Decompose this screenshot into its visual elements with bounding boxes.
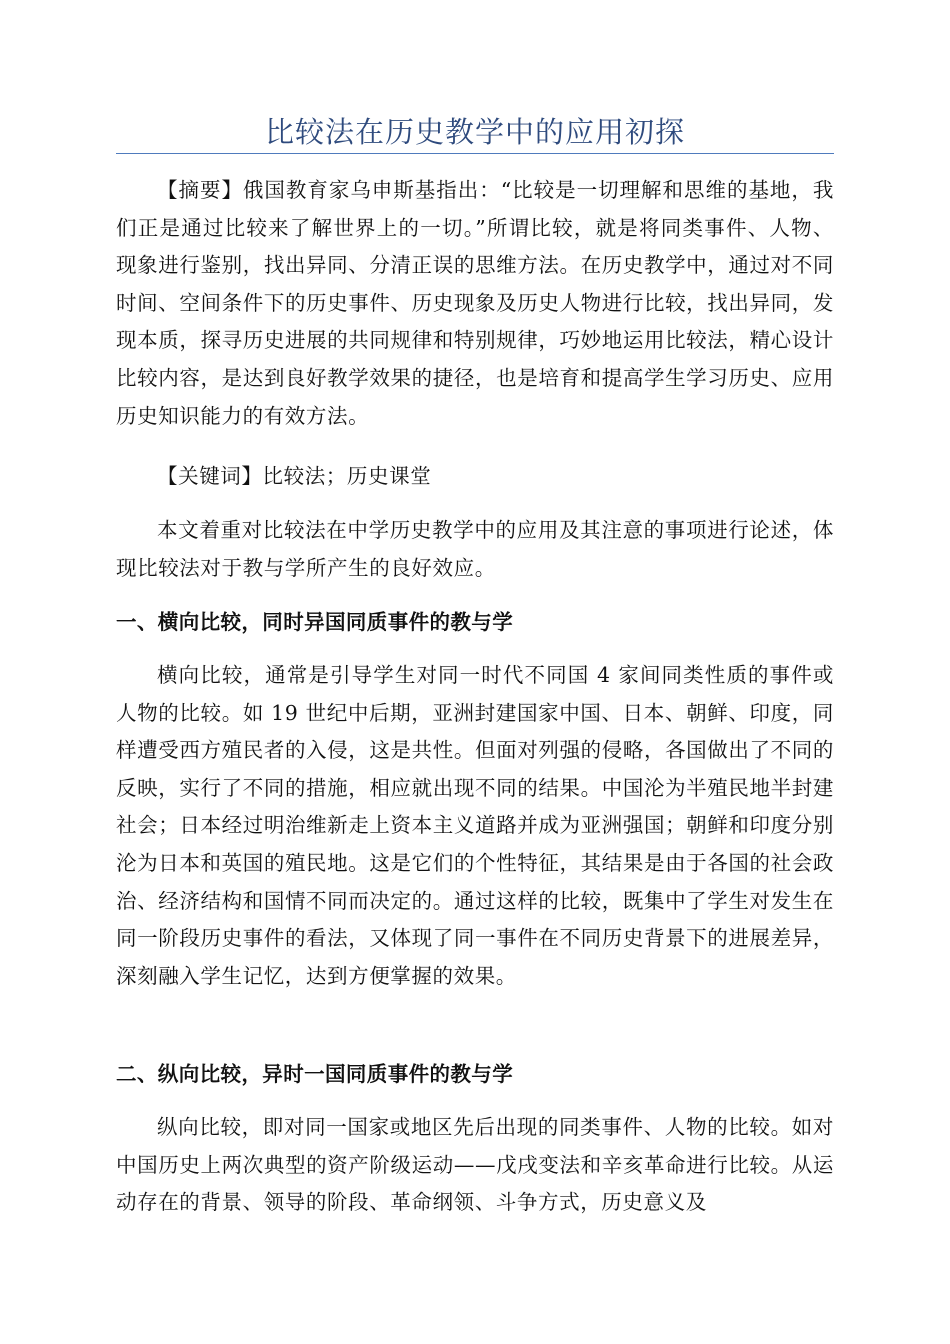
section-1-heading: 一、横向比较，同时异国同质事件的教与学: [116, 610, 514, 634]
section-2-paragraph: 纵向比较，即对同一国家或地区先后出现的同类事件、人物的比较。如对中国历史上两次典型的资产阶级运动——戊戌变法和辛亥革命进行比较。从运动存在的背景、领导的阶段、革命纲领、斗争方式，历史意义及: [116, 1115, 834, 1215]
title-underline: [116, 153, 834, 154]
document-title: 比较法在历史教学中的应用初探: [264, 115, 685, 149]
section-2-heading: 二、纵向比较，异时一国同质事件的教与学: [116, 1062, 514, 1086]
keywords-paragraph: 【关键词】比较法；历史课堂: [157, 464, 432, 488]
section-1-paragraph: 横向比较，通常是引导学生对同一时代不同国 4 家间同类性质的事件或人物的比较。如 19 世纪中后期，亚洲封建国家中国、日本、朝鲜、印度，同样遭受西方殖民者的入侵，这是共性。但面对列强的侵略，各国做出了不同的反映，实行了不同的措施，相应就出现不同的结果。中国沦为半殖民地半封建社会；日本经过明治维新走上资本主义道路并成为亚洲强国；朝鲜和印度分别沦为日本和英国的殖民地。这是它们的个性特征，其结果是由于各国的社会政治、经济结构和国情不同而决定的。通过这样的比较，既集中了学生对发生在同一阶段历史事件的看法，又体现了同一事件在不同历史背景下的进展差异，深刻融入学生记忆，达到方便掌握的效果。: [116, 663, 834, 988]
intro-paragraph: 本文着重对比较法在中学历史教学中的应用及其注意的事项进行论述，体现比较法对于教与学所产生的良好效应。: [116, 518, 834, 580]
abstract-paragraph: 【摘要】俄国教育家乌申斯基指出：“比较是一切理解和思维的基地，我们正是通过比较来了解世界上的一切。”所谓比较，就是将同类事件、人物、现象进行鉴别，找出异同、分清正误的思维方法。在历史教学中，通过对不同时间、空间条件下的历史事件、历史现象及历史人物进行比较，找出异同，发现本质，探寻历史进展的共同规律和特别规律，巧妙地运用比较法，精心设计比较内容，是达到良好教学效果的捷径，也是培育和提高学生学习历史、应用历史知识能力的有效方法。: [116, 178, 834, 428]
